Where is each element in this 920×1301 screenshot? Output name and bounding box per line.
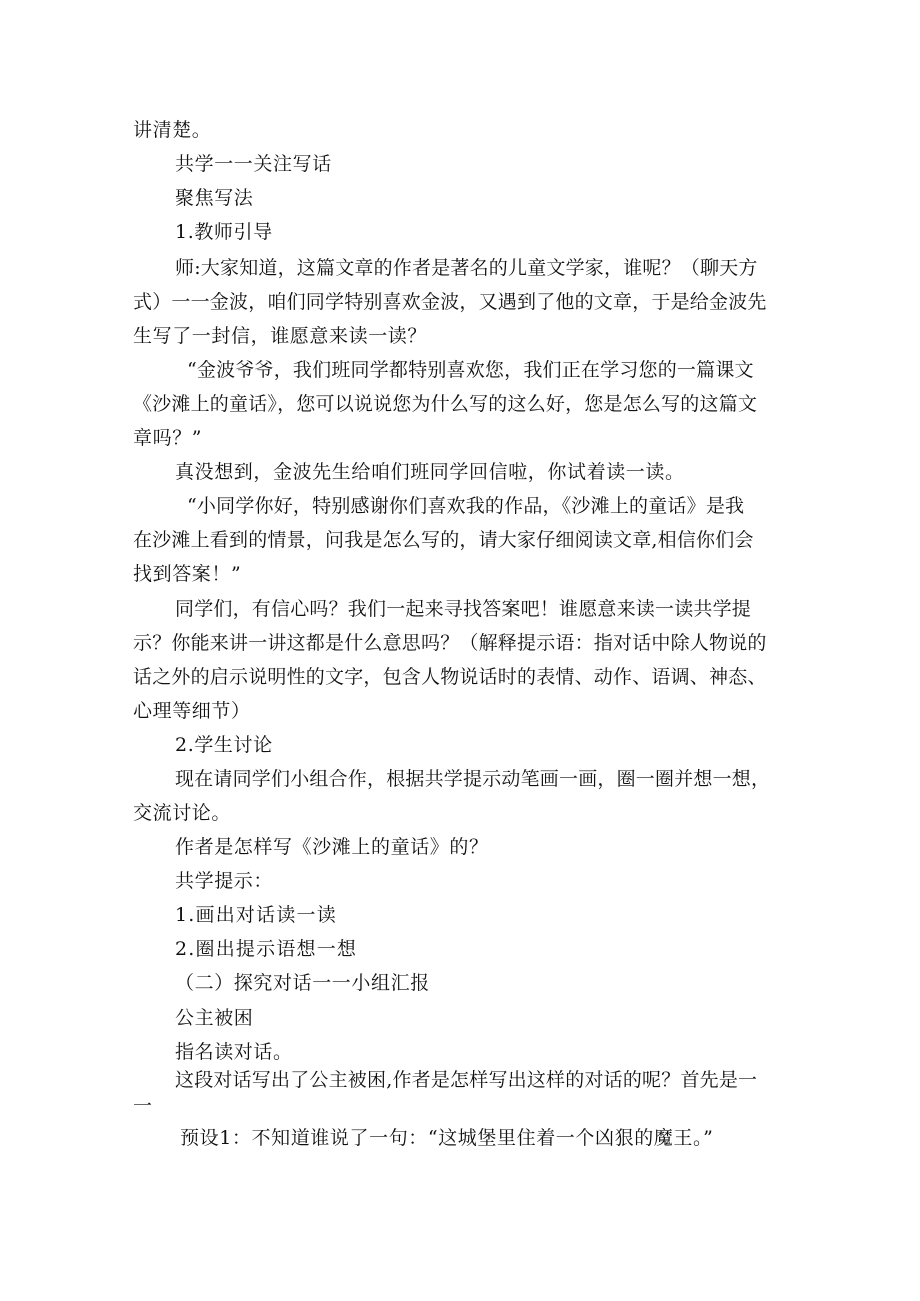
quote-line: 章吗？”: [133, 427, 203, 449]
text-line: 心理等细节）: [133, 700, 251, 722]
text-line: 式）一一金波，咱们同学特别喜欢金波，又遇到了他的文章，于是给金波先: [133, 291, 767, 313]
quote-line: 《沙滩上的童话》，您可以说说您为什么写的这么好，您是怎么写的这篇文: [133, 393, 758, 415]
text-line: 同学们，有信心吗？我们一起来寻找答案吧！谁愿意来读一读共学提: [175, 598, 752, 620]
numbered-heading: 2.学生讨论: [175, 734, 273, 756]
tip-item: 1.画出对话读一读: [175, 904, 337, 926]
text-line: 交流讨论。: [133, 802, 232, 824]
text-line: 生写了一封信，谁愿意来读一读？: [133, 325, 428, 347]
text-line: 这段对话写出了公主被困,作者是怎样写出这样的对话的呢？首先是一: [175, 1069, 758, 1091]
text-line: 预设1：不知道谁说了一句：“这城堡里住着一个凶狠的魔王。”: [180, 1127, 714, 1149]
text-line: 示？你能来讲一讲这都是什么意思吗？（解释提示语：指对话中除人物说的: [133, 632, 767, 654]
text-line: 讲清楚。: [133, 119, 212, 141]
quote-line: 找到答案！”: [133, 563, 242, 585]
tips-heading: 共学提示：: [175, 870, 274, 892]
quote-line: 在沙滩上看到的情景，问我是怎么写的，请大家仔细阅读文章,相信你们会: [133, 529, 754, 551]
subsection-heading: 公主被困: [175, 1007, 254, 1029]
tip-item: 2.圈出提示语想一想: [175, 938, 358, 960]
section-heading: 共学一一关注写话: [175, 153, 332, 175]
quote-line: “金波爷爷，我们班同学都特别喜欢您，我们正在学习您的一篇课文: [187, 359, 754, 381]
text-line: 现在请同学们小组合作，根据共学提示动笔画一画，圈一圈并想一想，: [175, 768, 771, 790]
text-line: 真没想到，金波先生给咱们班同学回信啦，你试着读一读。: [175, 461, 685, 483]
subsection-heading: 聚焦写法: [175, 187, 254, 209]
text-line: 指名读对话。: [175, 1041, 293, 1063]
text-line: 师:大家知道，这篇文章的作者是著名的儿童文学家，谁呢？（聊天方: [175, 257, 758, 279]
text-line: 作者是怎样写《沙滩上的童话》的？: [175, 836, 489, 858]
text-line: 一: [133, 1095, 153, 1117]
quote-line: “小同学你好，特别感谢你们喜欢我的作品，《沙滩上的童话》是我: [187, 495, 745, 517]
text-line: 话之外的启示说明性的文字，包含人物说话时的表情、动作、语调、神态、: [133, 666, 767, 688]
numbered-heading: 1.教师引导: [175, 221, 273, 243]
section-heading: （二）探究对话一一小组汇报: [175, 972, 430, 994]
